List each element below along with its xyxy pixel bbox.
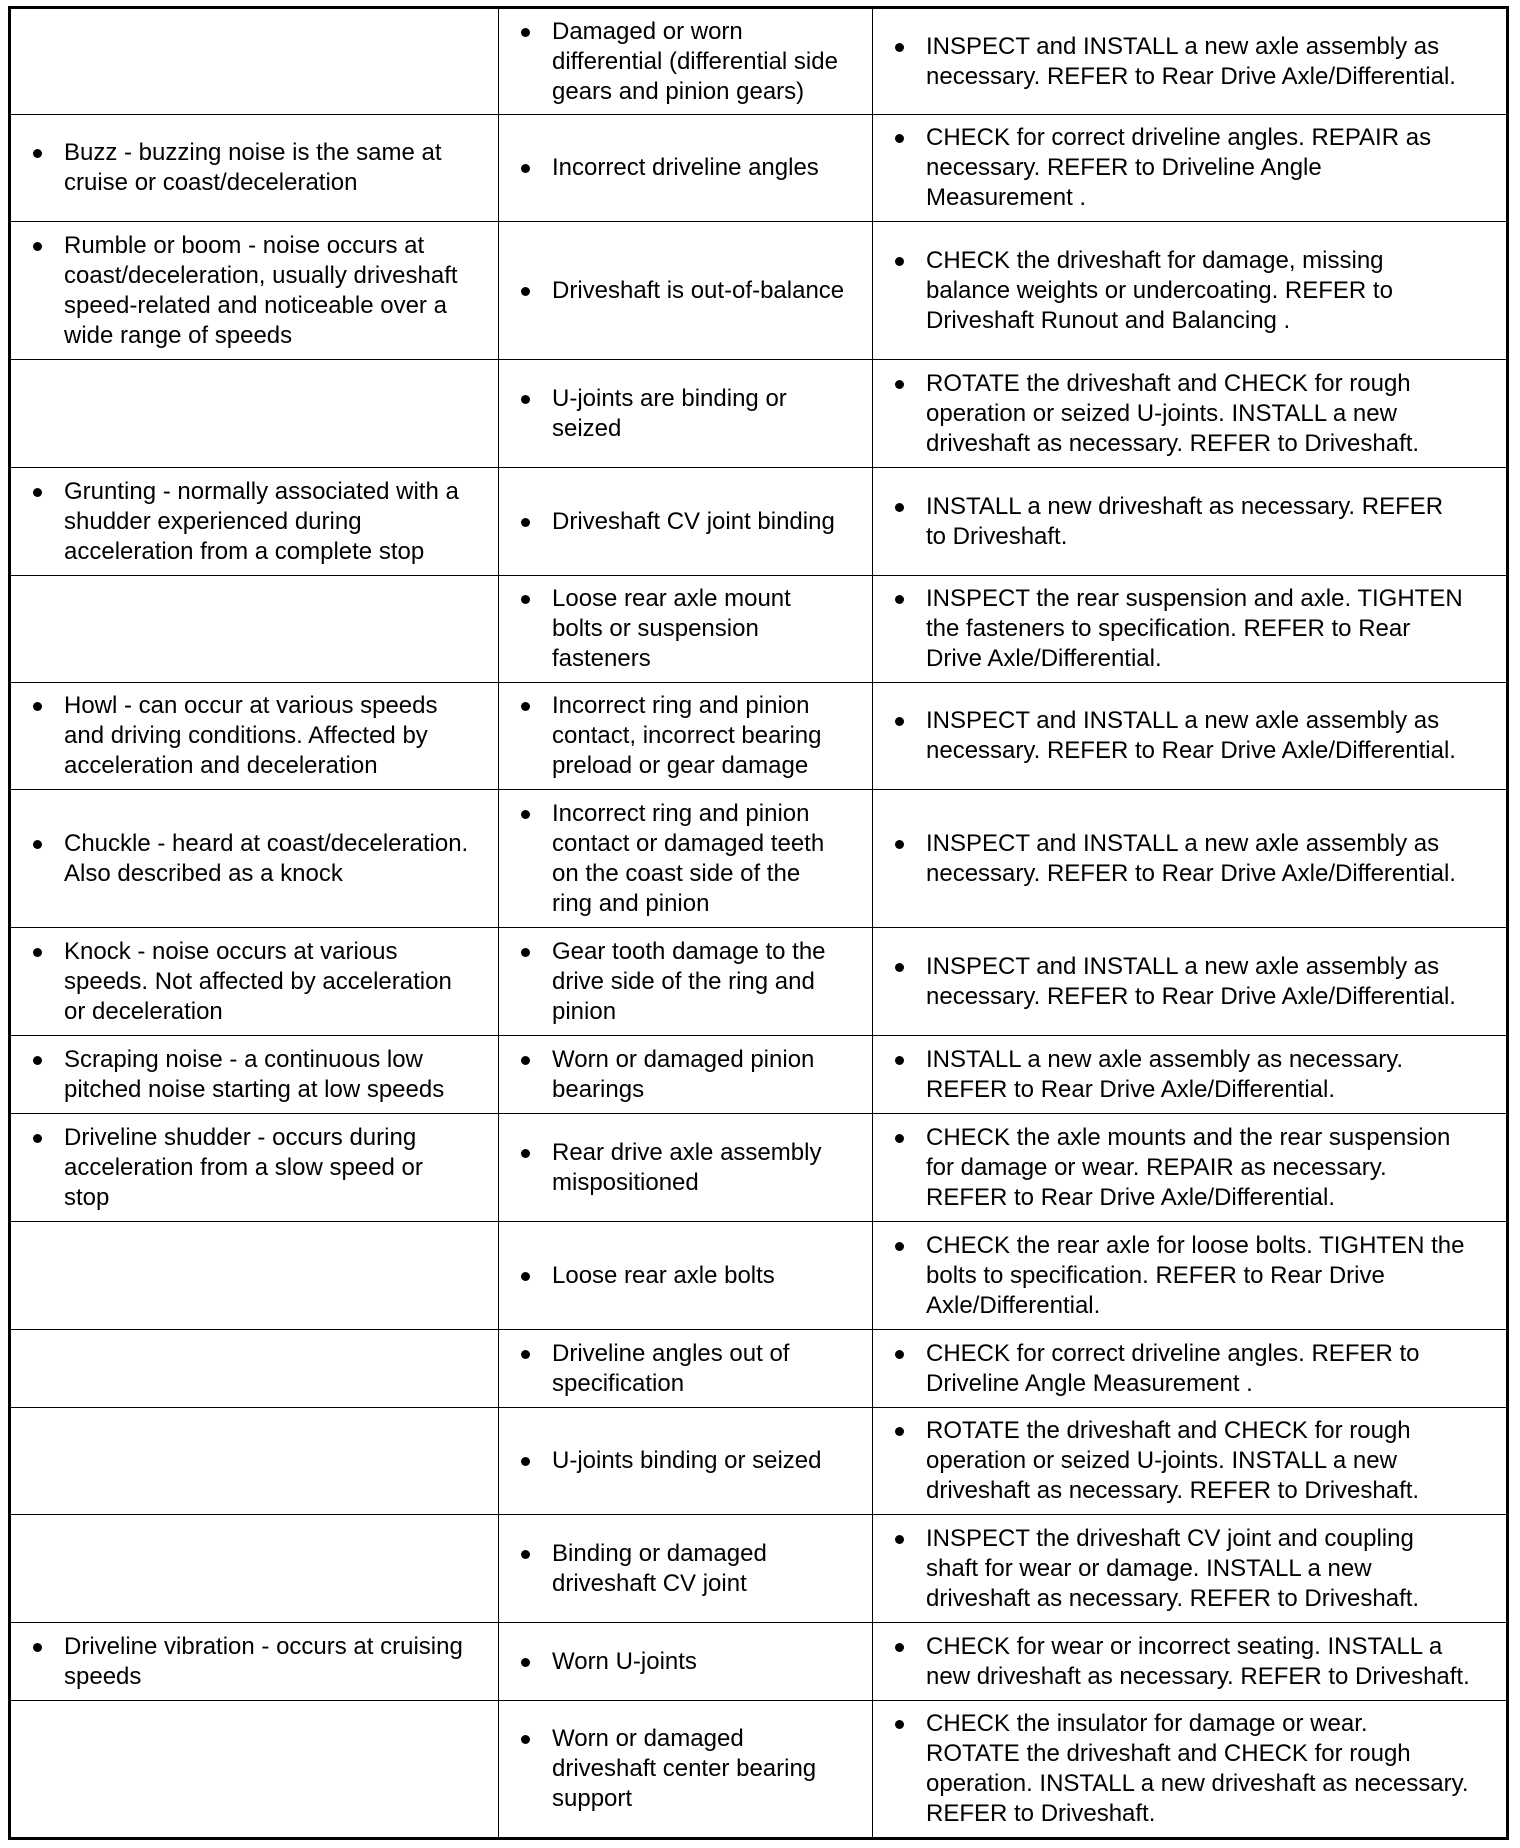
cause-text: Driveshaft CV joint binding bbox=[552, 507, 835, 535]
bullet-icon bbox=[33, 948, 42, 957]
bullet-icon bbox=[895, 380, 904, 389]
cause-cell bbox=[499, 1036, 873, 1114]
symptom-text: Scraping noise - a continuous low pitched noise starting at low speeds bbox=[64, 1045, 445, 1103]
bullet-item bbox=[873, 1041, 1506, 1109]
action-text: INSPECT and INSTALL a new axle assembly as necessary. REFER to Rear Drive Axle/Differential. bbox=[926, 32, 1456, 90]
symptom-cell bbox=[10, 1114, 499, 1222]
symptom-cell bbox=[10, 1222, 499, 1330]
diagnosis-sheet bbox=[8, 6, 1506, 1840]
symptom-cell bbox=[10, 576, 499, 683]
cause-text: Incorrect ring and pinion contact or damaged teeth on the coast side of the ring and pinion bbox=[552, 799, 825, 917]
table-row bbox=[10, 360, 1508, 468]
symptom-cell bbox=[10, 928, 499, 1036]
bullet-item bbox=[11, 825, 498, 893]
symptom-cell bbox=[10, 115, 499, 222]
symptom-text: Grunting - normally associated with a shudder experienced during acceleration from a complete stop bbox=[64, 477, 459, 565]
bullet-icon bbox=[521, 1350, 530, 1359]
bullet-icon bbox=[521, 948, 530, 957]
bullet-icon bbox=[895, 1720, 904, 1729]
bullet-icon bbox=[521, 395, 530, 404]
action-text: CHECK for correct driveline angles. REFER to Driveline Angle Measurement . bbox=[926, 1339, 1420, 1397]
bullet-item bbox=[11, 933, 498, 1031]
table-row bbox=[10, 1222, 1508, 1330]
bullet-icon bbox=[895, 1056, 904, 1065]
action-text: INSPECT and INSTALL a new axle assembly as necessary. REFER to Rear Drive Axle/Differential. bbox=[926, 952, 1456, 1010]
bullet-icon bbox=[33, 1134, 42, 1143]
bullet-icon bbox=[521, 1550, 530, 1559]
bullet-icon bbox=[521, 28, 530, 37]
cause-cell bbox=[499, 576, 873, 683]
symptom-text: Howl - can occur at various speeds and driving conditions. Affected by acceleration and deceleration bbox=[64, 692, 438, 779]
bullet-icon bbox=[521, 702, 530, 711]
bullet-icon bbox=[521, 287, 530, 296]
bullet-item bbox=[873, 702, 1506, 770]
cause-text: U-joints are binding or seized bbox=[552, 384, 787, 442]
bullet-item bbox=[873, 242, 1506, 340]
bullet-icon bbox=[895, 595, 904, 604]
cause-cell bbox=[499, 468, 873, 576]
cause-text: Incorrect driveline angles bbox=[552, 154, 819, 181]
bullet-item bbox=[499, 1335, 872, 1403]
bullet-icon bbox=[895, 43, 904, 52]
action-text: INSPECT and INSTALL a new axle assembly as necessary. REFER to Rear Drive Axle/Differential. bbox=[926, 829, 1456, 887]
action-text: CHECK the rear axle for loose bolts. TIGHTEN the bolts to specification. REFER to Rear Drive Axle/Differential. bbox=[926, 1231, 1465, 1319]
cause-text: Loose rear axle bolts bbox=[552, 1261, 775, 1289]
symptom-cell bbox=[10, 1408, 499, 1515]
action-text: INSTALL a new driveshaft as necessary. REFER to Driveshaft. bbox=[926, 492, 1444, 550]
bullet-item bbox=[873, 825, 1506, 893]
table-row bbox=[10, 8, 1508, 115]
table-row bbox=[10, 115, 1508, 222]
action-cell bbox=[873, 222, 1508, 360]
bullet-icon bbox=[521, 1735, 530, 1744]
cause-text: Driveshaft is out-of-balance bbox=[552, 276, 845, 304]
bullet-icon bbox=[33, 488, 42, 497]
symptom-cell bbox=[10, 1701, 499, 1839]
noise-vibration-diagnosis-table bbox=[8, 6, 1509, 1840]
bullet-icon bbox=[895, 1535, 904, 1544]
bullet-item bbox=[873, 1119, 1506, 1217]
symptom-cell bbox=[10, 790, 499, 928]
bullet-item bbox=[499, 380, 872, 448]
bullet-icon bbox=[895, 1643, 904, 1652]
cause-text: Worn U-joints bbox=[552, 1647, 697, 1675]
action-cell bbox=[873, 1222, 1508, 1330]
symptom-text: Knock - noise occurs at various speeds. Not affected by acceleration or deceleration bbox=[64, 937, 452, 1025]
cause-text: U-joints binding or seized bbox=[552, 1447, 822, 1474]
cause-cell bbox=[499, 1701, 873, 1839]
bullet-item bbox=[11, 1041, 498, 1109]
bullet-icon bbox=[895, 134, 904, 143]
table-row bbox=[10, 1330, 1508, 1408]
bullet-item bbox=[873, 948, 1506, 1016]
table-row bbox=[10, 1623, 1508, 1701]
table-row bbox=[10, 1701, 1508, 1839]
bullet-item bbox=[499, 687, 872, 785]
symptom-cell bbox=[10, 1330, 499, 1408]
action-cell bbox=[873, 468, 1508, 576]
action-cell bbox=[873, 928, 1508, 1036]
bullet-item bbox=[873, 119, 1506, 217]
action-text: INSPECT and INSTALL a new axle assembly as necessary. REFER to Rear Drive Axle/Differential. bbox=[926, 707, 1456, 764]
bullet-icon bbox=[521, 518, 530, 527]
cause-cell bbox=[499, 683, 873, 790]
bullet-item bbox=[499, 1643, 872, 1681]
action-cell bbox=[873, 1701, 1508, 1839]
symptom-cell bbox=[10, 222, 499, 360]
action-cell bbox=[873, 8, 1508, 115]
action-cell bbox=[873, 1036, 1508, 1114]
table-row bbox=[10, 1515, 1508, 1623]
bullet-item bbox=[873, 1412, 1506, 1510]
cause-cell bbox=[499, 360, 873, 468]
bullet-item bbox=[873, 580, 1506, 678]
bullet-item bbox=[499, 795, 872, 923]
bullet-icon bbox=[895, 840, 904, 849]
symptom-cell bbox=[10, 1623, 499, 1701]
symptom-text: Chuckle - heard at coast/deceleration. Also described as a knock bbox=[64, 829, 469, 887]
table-body bbox=[10, 8, 1508, 1839]
action-text: INSPECT the rear suspension and axle. TIGHTEN the fasteners to specification. REFER to Rear Drive Axle/Differential. bbox=[926, 585, 1463, 672]
cause-cell bbox=[499, 222, 873, 360]
bullet-item bbox=[499, 149, 872, 187]
cause-cell bbox=[499, 1222, 873, 1330]
bullet-item bbox=[11, 1628, 498, 1696]
bullet-icon bbox=[895, 1350, 904, 1359]
symptom-text: Rumble or boom - noise occurs at coast/deceleration, usually driveshaft speed-related and noticeable over a wide range of speeds bbox=[64, 231, 458, 349]
bullet-icon bbox=[33, 149, 42, 158]
action-text: CHECK for correct driveline angles. REPAIR as necessary. REFER to Driveline Angle Measurement . bbox=[926, 124, 1432, 211]
table-row bbox=[10, 683, 1508, 790]
bullet-icon bbox=[895, 1242, 904, 1251]
symptom-text: Driveline vibration - occurs at cruising speeds bbox=[64, 1632, 463, 1690]
action-text: CHECK the insulator for damage or wear. ROTATE the driveshaft and CHECK for rough operation. INSTALL a new driveshaft as necessary. REFER to Driveshaft. bbox=[926, 1710, 1469, 1827]
action-cell bbox=[873, 360, 1508, 468]
table-row bbox=[10, 1036, 1508, 1114]
symptom-cell bbox=[10, 8, 499, 115]
cause-text: Incorrect ring and pinion contact, incorrect bearing preload or gear damage bbox=[552, 692, 822, 779]
cause-cell bbox=[499, 790, 873, 928]
bullet-item bbox=[11, 473, 498, 571]
action-cell bbox=[873, 115, 1508, 222]
cause-text: Binding or damaged driveshaft CV joint bbox=[552, 1539, 767, 1597]
bullet-item bbox=[499, 933, 872, 1031]
bullet-item bbox=[873, 1628, 1506, 1696]
cause-cell bbox=[499, 115, 873, 222]
bullet-icon bbox=[521, 1272, 530, 1281]
bullet-item bbox=[873, 1520, 1506, 1618]
bullet-item bbox=[873, 365, 1506, 463]
cause-text: Gear tooth damage to the drive side of the ring and pinion bbox=[552, 937, 826, 1025]
bullet-icon bbox=[521, 1149, 530, 1158]
bullet-icon bbox=[895, 1427, 904, 1436]
action-cell bbox=[873, 576, 1508, 683]
bullet-item bbox=[499, 580, 872, 678]
action-cell bbox=[873, 1623, 1508, 1701]
bullet-icon bbox=[895, 257, 904, 266]
bullet-item bbox=[873, 1227, 1506, 1325]
bullet-item bbox=[873, 1705, 1506, 1833]
bullet-icon bbox=[895, 963, 904, 972]
cause-text: Damaged or worn differential (differential side gears and pinion gears) bbox=[552, 17, 838, 105]
action-text: CHECK the axle mounts and the rear suspension for damage or wear. REPAIR as necessary. REFER to Rear Drive Axle/Differential. bbox=[926, 1123, 1451, 1211]
action-cell bbox=[873, 1330, 1508, 1408]
bullet-item bbox=[499, 503, 872, 541]
symptom-cell bbox=[10, 683, 499, 790]
symptom-cell bbox=[10, 1515, 499, 1623]
action-text: INSTALL a new axle assembly as necessary. REFER to Rear Drive Axle/Differential. bbox=[926, 1045, 1404, 1103]
action-text: CHECK for wear or incorrect seating. INSTALL a new driveshaft as necessary. REFER to Driveshaft. bbox=[926, 1632, 1470, 1690]
symptom-cell bbox=[10, 360, 499, 468]
bullet-item bbox=[11, 134, 498, 202]
cause-text: Driveline angles out of specification bbox=[552, 1339, 790, 1397]
cause-cell bbox=[499, 1114, 873, 1222]
action-cell bbox=[873, 683, 1508, 790]
bullet-icon bbox=[895, 717, 904, 726]
table-row bbox=[10, 576, 1508, 683]
bullet-icon bbox=[33, 1643, 42, 1652]
symptom-text: Buzz - buzzing noise is the same at cruise or coast/deceleration bbox=[64, 139, 442, 196]
action-text: ROTATE the driveshaft and CHECK for rough operation or seized U-joints. INSTALL a new driveshaft as necessary. REFER to Driveshaft. bbox=[926, 369, 1420, 457]
bullet-item bbox=[11, 227, 498, 355]
action-text: CHECK the driveshaft for damage, missing balance weights or undercoating. REFER to Driveshaft Runout and Balancing . bbox=[926, 246, 1393, 334]
symptom-cell bbox=[10, 468, 499, 576]
cause-cell bbox=[499, 1330, 873, 1408]
bullet-item bbox=[499, 1720, 872, 1818]
bullet-icon bbox=[521, 1056, 530, 1065]
action-cell bbox=[873, 1408, 1508, 1515]
bullet-icon bbox=[521, 164, 530, 173]
bullet-item bbox=[873, 1335, 1506, 1403]
action-text: ROTATE the driveshaft and CHECK for rough operation or seized U-joints. INSTALL a new driveshaft as necessary. REFER to Driveshaft. bbox=[926, 1417, 1420, 1504]
bullet-item bbox=[499, 1442, 872, 1480]
action-text: INSPECT the driveshaft CV joint and coupling shaft for wear or damage. INSTALL a new driveshaft as necessary. REFER to Driveshaft. bbox=[926, 1524, 1420, 1612]
bullet-icon bbox=[33, 840, 42, 849]
cause-cell bbox=[499, 1623, 873, 1701]
bullet-icon bbox=[521, 1457, 530, 1466]
bullet-item bbox=[499, 1041, 872, 1109]
bullet-icon bbox=[521, 1658, 530, 1667]
bullet-item bbox=[499, 1134, 872, 1202]
cause-text: Loose rear axle mount bolts or suspension fasteners bbox=[552, 585, 791, 672]
symptom-cell bbox=[10, 1036, 499, 1114]
table-row bbox=[10, 1114, 1508, 1222]
bullet-item bbox=[873, 488, 1506, 556]
cause-cell bbox=[499, 1515, 873, 1623]
table-row bbox=[10, 790, 1508, 928]
bullet-item bbox=[499, 1535, 872, 1603]
cause-cell bbox=[499, 8, 873, 115]
action-cell bbox=[873, 1114, 1508, 1222]
bullet-item bbox=[499, 13, 872, 111]
cause-text: Rear drive axle assembly mispositioned bbox=[552, 1138, 822, 1196]
bullet-item bbox=[873, 28, 1506, 96]
cause-text: Worn or damaged pinion bearings bbox=[552, 1045, 815, 1103]
bullet-icon bbox=[521, 595, 530, 604]
bullet-icon bbox=[521, 810, 530, 819]
bullet-icon bbox=[33, 702, 42, 711]
table-row bbox=[10, 928, 1508, 1036]
cause-cell bbox=[499, 1408, 873, 1515]
bullet-icon bbox=[33, 242, 42, 251]
bullet-icon bbox=[895, 1134, 904, 1143]
action-cell bbox=[873, 1515, 1508, 1623]
bullet-item bbox=[499, 1257, 872, 1295]
bullet-item bbox=[11, 1119, 498, 1217]
bullet-item bbox=[11, 687, 498, 785]
bullet-item bbox=[499, 272, 872, 310]
table-row bbox=[10, 468, 1508, 576]
action-cell bbox=[873, 790, 1508, 928]
bullet-icon bbox=[33, 1056, 42, 1065]
table-row bbox=[10, 222, 1508, 360]
bullet-icon bbox=[895, 503, 904, 512]
cause-text: Worn or damaged driveshaft center bearing support bbox=[552, 1725, 817, 1812]
cause-cell bbox=[499, 928, 873, 1036]
symptom-text: Driveline shudder - occurs during acceleration from a slow speed or stop bbox=[64, 1123, 423, 1211]
table-row bbox=[10, 1408, 1508, 1515]
